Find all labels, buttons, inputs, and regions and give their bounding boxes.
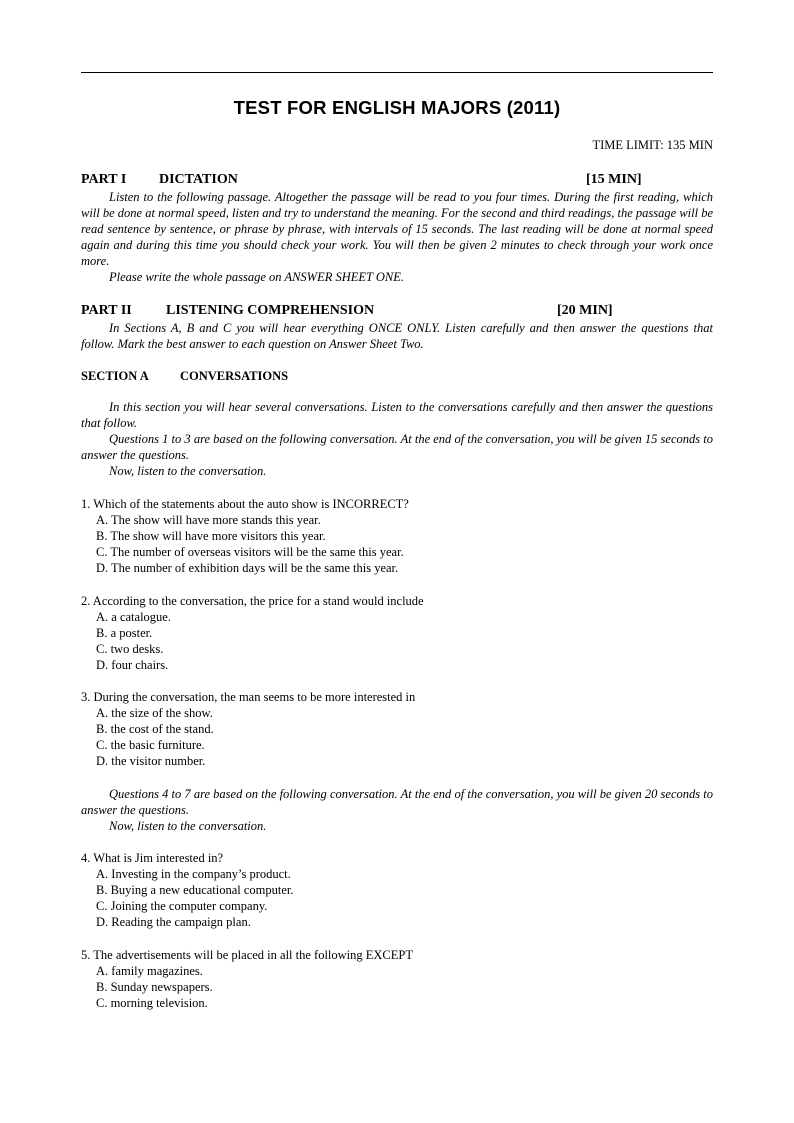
- question-4: [81, 850, 713, 930]
- question-stem: 3. During the conversation, the man seems to be more interested in: [81, 690, 416, 704]
- option-d: D. The number of exhibition days will be the same this year.: [96, 561, 399, 575]
- top-rule: [81, 72, 713, 73]
- option-b: B. a poster.: [96, 626, 153, 640]
- question-stem: 2. According to the conversation, the price for a stand would include: [81, 594, 424, 608]
- option-c: C. two desks.: [96, 642, 164, 656]
- section-a-intro-block: [81, 399, 713, 479]
- part-2: [81, 302, 713, 352]
- part-1-heading: [81, 171, 713, 189]
- option-d: D. the visitor number.: [96, 754, 206, 768]
- time-limit: TIME LIMIT: 135 MIN: [592, 138, 713, 152]
- part-2-instructions: In Sections A, B and C you will hear everything ONCE ONLY. Listen carefully and then answer the questions that follow. Mark the best answer to each question on Answer Sheet Two.: [81, 321, 713, 351]
- option-c: C. The number of overseas visitors will be the same this year.: [96, 545, 404, 559]
- part-2-name: LISTENING COMPREHENSION: [166, 303, 375, 318]
- section-a-heading: [81, 368, 713, 384]
- option-b: B. The show will have more visitors this year.: [96, 529, 326, 543]
- option-c: C. Joining the computer company.: [96, 899, 268, 913]
- section-a: [81, 368, 713, 384]
- group-1-intro: Questions 1 to 3 are based on the following conversation. At the end of the conversation, you will be given 15 seconds to answer the questions.: [81, 432, 713, 462]
- group-2-listen: Now, listen to the conversation.: [109, 819, 267, 833]
- option-b: B. Buying a new educational computer.: [96, 883, 294, 897]
- option-a: A. a catalogue.: [96, 610, 171, 624]
- option-d: D. four chairs.: [96, 658, 169, 672]
- option-c: C. morning television.: [96, 996, 208, 1010]
- part-1-answer-note: Please write the whole passage on ANSWER SHEET ONE.: [109, 270, 405, 284]
- question-5: [81, 947, 713, 1011]
- question-1: [81, 496, 713, 576]
- option-a: A. Investing in the company’s product.: [96, 867, 291, 881]
- option-d: D. Reading the campaign plan.: [96, 915, 251, 929]
- group-2-intro-block: [81, 786, 713, 834]
- part-1-name: DICTATION: [159, 172, 238, 187]
- question-stem: 1. Which of the statements about the auto show is INCORRECT?: [81, 497, 409, 511]
- question-stem: 4. What is Jim interested in?: [81, 851, 224, 865]
- question-stem: 5. The advertisements will be placed in all the following EXCEPT: [81, 948, 413, 962]
- part-2-label: PART II: [81, 303, 132, 318]
- group-1-listen: Now, listen to the conversation.: [109, 464, 267, 478]
- section-a-intro: In this section you will hear several conversations. Listen to the conversations carefully and then answer the questions that follow.: [81, 400, 713, 430]
- part-2-time: [20 MIN]: [557, 303, 613, 318]
- question-3: [81, 689, 713, 769]
- option-a: A. the size of the show.: [96, 706, 213, 720]
- section-a-label: SECTION A: [81, 369, 149, 383]
- group-2-intro: Questions 4 to 7 are based on the following conversation. At the end of the conversation, you will be given 20 seconds to answer the questions.: [81, 787, 713, 817]
- option-c: C. the basic furniture.: [96, 738, 205, 752]
- option-b: B. Sunday newspapers.: [96, 980, 213, 994]
- option-b: B. the cost of the stand.: [96, 722, 214, 736]
- part-1-instructions: Listen to the following passage. Altogether the passage will be read to you four times. During the first reading, which will be done at normal speed, listen and try to understand the meaning. For the second and third readings, the passage will be read sentence by sentence, or phrase by phrase, with intervals of 15 seconds. The last reading will be done at normal speed again and during this time you should check your work. You will then be given 2 minutes to check through your work once more.: [81, 190, 714, 268]
- question-2: [81, 593, 713, 673]
- option-a: A. family magazines.: [96, 964, 203, 978]
- part-1-label: PART I: [81, 172, 127, 187]
- part-1-time: [15 MIN]: [586, 172, 642, 187]
- section-a-name: CONVERSATIONS: [180, 369, 289, 383]
- page-title: TEST FOR ENGLISH MAJORS (2011): [233, 97, 561, 118]
- option-a: A. The show will have more stands this year.: [96, 513, 321, 527]
- part-2-heading: [81, 302, 713, 320]
- part-1: [81, 171, 713, 285]
